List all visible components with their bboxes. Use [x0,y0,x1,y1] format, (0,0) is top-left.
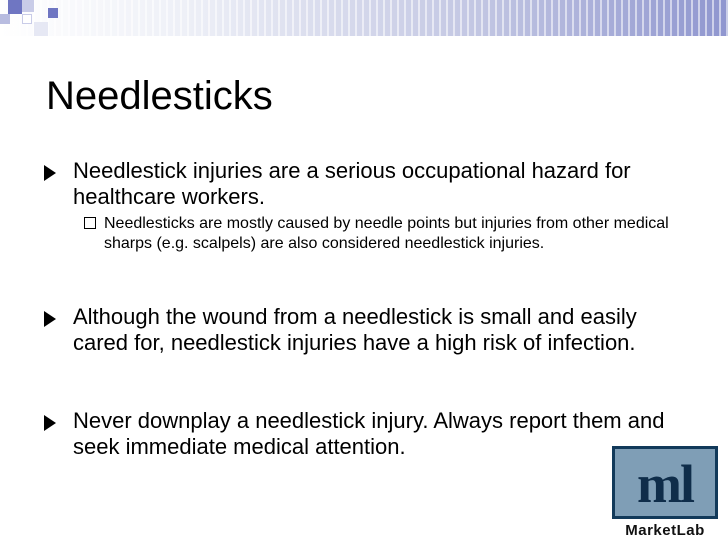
bullet-arrow-icon [44,311,56,327]
decor-square [22,14,32,24]
logo-wordmark: MarketLab [612,520,718,542]
sub-bullet-text: Needlesticks are mostly caused by needle points but injuries from other medical sharps (e.g. scalpels) are also considered needlestick injuries. [104,215,669,252]
decor-square [0,14,10,24]
checkbox-square-icon [84,217,96,229]
marketlab-logo [612,446,718,542]
bullet-arrow-icon [44,165,56,181]
bullet-text: Never downplay a needlestick injury. Always report them and seek immediate medical attention. [73,408,665,459]
bullet-item [44,158,684,210]
decor-square [22,0,34,12]
decor-square [48,8,58,18]
bullet-text: Needlestick injuries are a serious occupational hazard for healthcare workers. [73,158,631,209]
banner-stripes [0,0,728,36]
slide-title: Needlesticks [46,74,273,118]
decor-square [8,0,22,14]
decor-square [34,22,48,36]
bullet-item [44,408,684,460]
header-banner [0,0,728,36]
logo-box [612,446,718,519]
bullet-text: Although the wound from a needlestick is small and easily cared for, needlestick injuries have a high risk of infection. [73,304,637,355]
bullet-arrow-icon [44,415,56,431]
bullet-item [44,304,684,356]
sub-bullet-item [84,214,684,254]
logo-mark: ml [637,454,693,514]
